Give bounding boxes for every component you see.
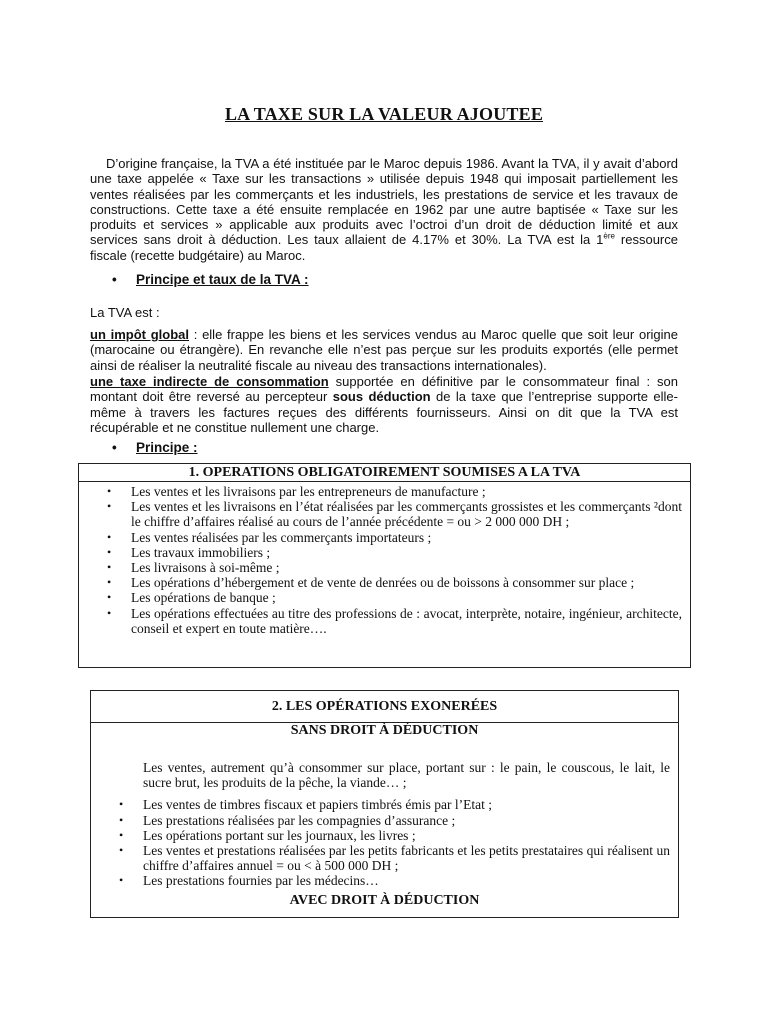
list-item: • Les prestations réalisées par les compagnies d’assurance ; xyxy=(143,813,670,828)
list-item: • Les opérations portant sur les journaux, les livres ; xyxy=(143,828,670,843)
heading-principe xyxy=(112,440,198,455)
avec-droit-heading: AVEC DROIT À DÉDUCTION xyxy=(289,892,480,908)
list-item: • Les ventes de timbres fiscaux et papiers timbrés émis par l’Etat ; xyxy=(143,797,670,812)
box-operations-obligatoires xyxy=(78,463,691,668)
definition-2-text-b: de la taxe que l’entreprise supporte elle-même à travers les factures reçues des différents fournisseurs. Ainsi on dit que la TVA est récupérable et ne constitue nullement une charge. xyxy=(90,389,678,435)
list-item: • Les ventes et prestations réalisées par les petits fabricants et les petits prestataires qui réalisent un chiffre d’affaires annuel = ou < à 500 000 DH ; xyxy=(143,843,670,873)
definition-2-bold: sous déduction xyxy=(332,389,431,405)
heading-principe-text: Principe : xyxy=(136,440,198,455)
definition-1-term: un impôt global xyxy=(90,327,189,342)
definition-taxe-indirecte xyxy=(90,374,678,435)
box-1-heading: 1. OPERATIONS OBLIGATOIREMENT SOUMISES A LA TVA xyxy=(79,464,690,482)
list-item: • Les ventes et les livraisons par les entrepreneurs de manufacture ; xyxy=(131,484,682,499)
intro-text: D’origine française, la TVA a été instituée par le Maroc depuis 1986. Avant la TVA, il y avait d’abord une taxe appelée « Taxe sur les transactions » utilisée depuis 1948 qui imposait partiellement les ventes réalisées par les commerçants et les industriels, les prestations de service et les travaux de constructions. Cette taxe a été ensuite remplacée en 1962 par une autre baptisée « Taxe sur les produits et services » applicable aux produits avec l’octroi d’un droit de déduction limité et aux services sans droit à déduction. Les taux allaient de 4.17% et 30%. La TVA est la 1 xyxy=(90,156,678,248)
list-item: • Les ventes réalisées par les commerçants importateurs ; xyxy=(131,530,682,545)
box-2-heading: 2. LES OPÉRATIONS EXONERÉES xyxy=(91,691,678,723)
list-item: • Les opérations effectuées au titre des professions de : avocat, interprète, notaire, ingénieur, architecte, conseil et expert en toute matière…. xyxy=(131,606,682,636)
box-1-list xyxy=(79,482,690,636)
bullet-dot: • xyxy=(112,440,117,455)
heading-principe-taux-text: Principe et taux de la TVA : xyxy=(136,272,309,287)
list-item: • Les prestations fournies par les médecins… xyxy=(143,873,670,888)
bullet-dot: • xyxy=(112,272,117,287)
sans-droit-heading: SANS DROIT À DÉDUCTION xyxy=(290,723,479,738)
list-item: • Les travaux immobiliers ; xyxy=(131,545,682,560)
definition-1-text: : elle frappe les biens et les services vendus au Maroc quelle que soit leur origine (marocaine ou étrangère). En revanche elle n’est pas perçue sur les produits exportés (elle permet ainsi de réaliser la neutralité fiscale au niveau des transactions internationales). xyxy=(90,327,678,373)
definition-2-term: une taxe indirecte de consommation xyxy=(90,374,329,389)
list-item: • Les opérations de banque ; xyxy=(131,590,682,605)
list-item: • Les livraisons à soi-même ; xyxy=(131,560,682,575)
definition-2-text-a: supportée en définitive par le consommateur final : son montant doit être reversé au percepteur xyxy=(90,374,678,405)
document-title: LA TAXE SUR LA VALEUR AJOUTEE xyxy=(224,104,544,124)
tva-est-label: La TVA est : xyxy=(90,305,160,320)
list-item: • Les ventes et les livraisons en l’état réalisées par les commerçants grossistes et les commerçants ²dont le chiffre d’affaires réalisé au cours de l’année précédente = ou > 2 000 000 DH ; xyxy=(131,499,682,529)
intro-text-end: ressource fiscale (recette budgétaire) au Maroc. xyxy=(90,232,678,263)
intro-superscript: ère xyxy=(603,232,615,242)
box-operations-exonerees xyxy=(90,690,679,918)
box-2-list xyxy=(91,797,678,888)
heading-principe-taux xyxy=(112,272,309,287)
plain-item: Les ventes, autrement qu’à consommer sur place, portant sur : le pain, le couscous, le lait, le sucre brut, les produits de la pêche, la viande… ; xyxy=(143,760,670,791)
intro-paragraph xyxy=(90,156,678,263)
definition-impot-global xyxy=(90,327,678,373)
list-item: • Les opérations d’hébergement et de vente de denrées ou de boissons à consommer sur place ; xyxy=(131,575,682,590)
